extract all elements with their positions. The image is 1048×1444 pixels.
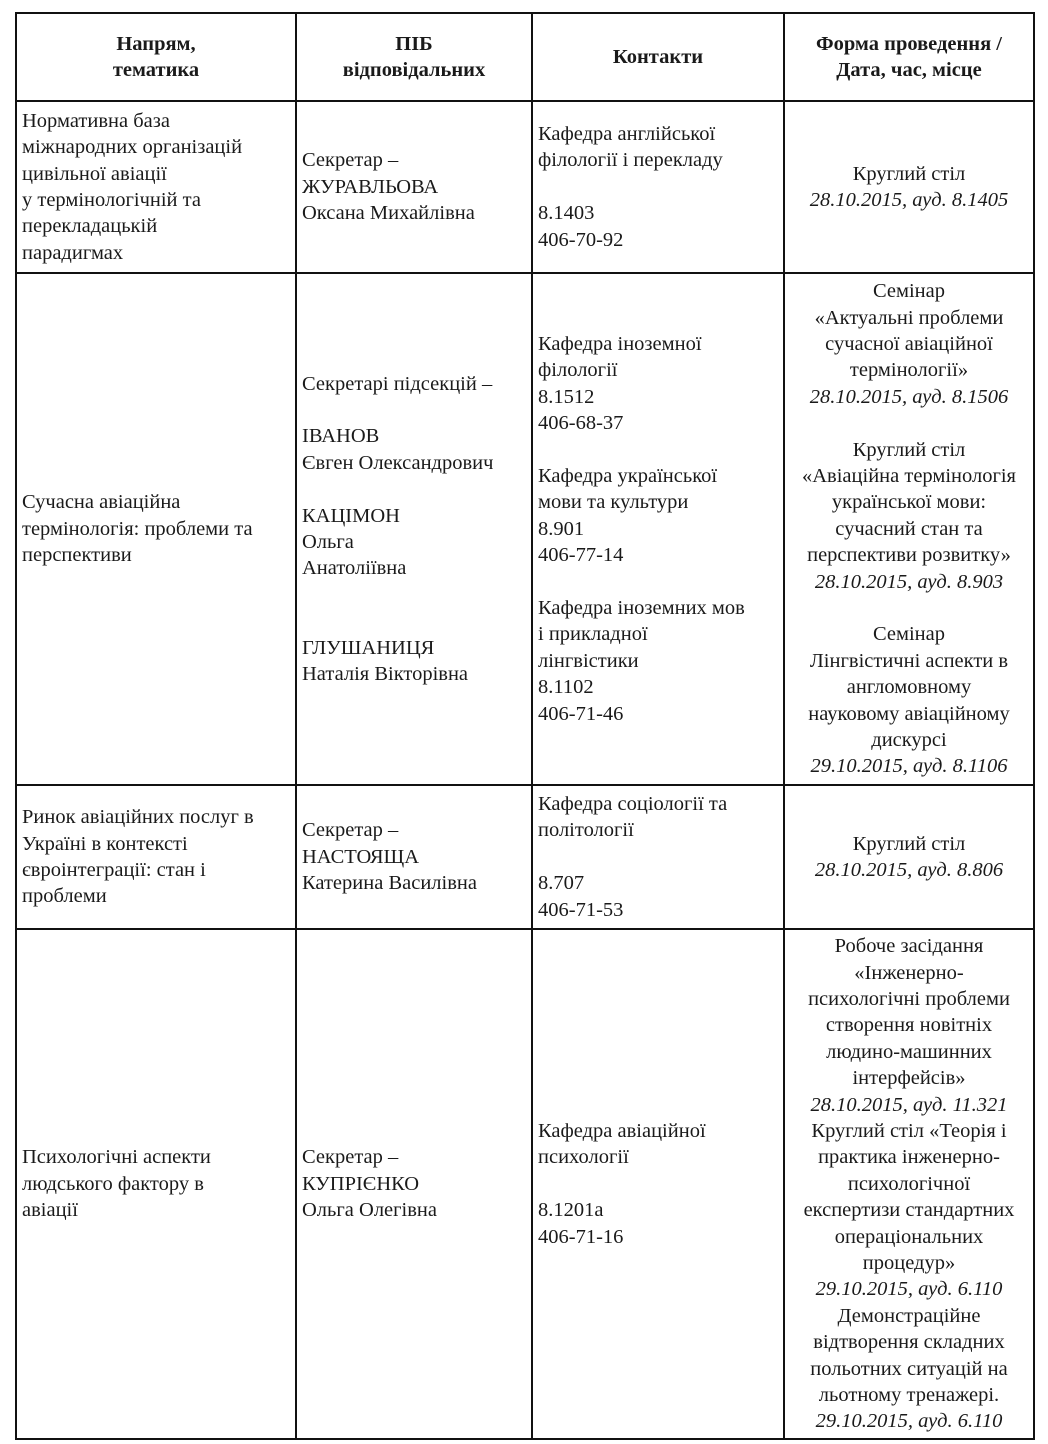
header-format-line: Форма проведення / [815, 32, 1002, 55]
header-format-line: Дата, час, місце [836, 59, 982, 81]
header-direction-line: тематика [112, 59, 200, 81]
events-cell [784, 929, 1034, 1439]
contacts-text: Кафедра авіаційної психології 8.1201а 406-71-16 [538, 1119, 706, 1248]
event-spacer [790, 595, 1028, 621]
topic-text: Нормативна база міжнародних організацій цивільної авіації у термінологічній та перекладацькій парадигмах [22, 109, 243, 264]
responsible-cell [296, 929, 532, 1439]
contacts-cell [532, 929, 784, 1439]
event-type: Робоче засідання «Інженерно- психологічні проблеми створення новітніх людино-машинних інтерфейсів» [808, 935, 1010, 1090]
event-date: 28.10.2015, ауд. 8.1405 [809, 189, 1009, 211]
events-cell [784, 101, 1034, 273]
event-type: Семінар «Актуальні проблеми сучасної авіаційної термінології» [814, 280, 1004, 382]
contacts-text: Кафедра іноземної філології 8.1512 406-68-37 Кафедра української мови та культури 8.901 406-77-14 Кафедра іноземних мов і прикладної лінгвістики 8.1102 406-71-46 [538, 332, 745, 725]
schedule-table [15, 12, 1035, 1440]
header-contacts-line: Контакти [612, 45, 704, 68]
event-date: 28.10.2015, ауд. 8.1506 [809, 385, 1009, 408]
header-responsible-line: відповідальних [342, 59, 486, 81]
contacts-text: Кафедра соціології та політології 8.707 406-71-53 [538, 792, 728, 921]
header-format [784, 13, 1034, 101]
event-date: 29.10.2015, ауд. 8.1106 [810, 755, 1008, 778]
event-type: Круглий стіл [852, 832, 966, 855]
table-row [16, 785, 1034, 929]
topic-text: Психологічні аспекти людського фактору в авіації [22, 1146, 211, 1222]
table-row [16, 929, 1034, 1439]
event-date: 28.10.2015, ауд. 11.321 [810, 1093, 1008, 1116]
contacts-cell [532, 101, 784, 273]
topic-text: Сучасна авіаційна термінологія: проблеми та перспективи [22, 491, 253, 567]
topic-cell [16, 929, 296, 1439]
events-cell [784, 273, 1034, 785]
contacts-cell [532, 785, 784, 929]
responsible-text: Секретар – КУПРІЄНКО Ольга Олегівна [302, 1146, 438, 1222]
table-row [16, 273, 1034, 785]
event-date: 29.10.2015, ауд. 6.110 [815, 1278, 1003, 1301]
topic-cell [16, 273, 296, 785]
event-type: Круглий стіл [852, 162, 966, 185]
responsible-cell [296, 101, 532, 273]
event-date: 29.10.2015, ауд. 6.110 [815, 1410, 1003, 1433]
header-responsible-line: ПІБ [395, 32, 433, 55]
header-row [16, 13, 1034, 101]
responsible-cell [296, 273, 532, 785]
topic-text: Ринок авіаційних послуг в Україні в контексті євроінтеграції: стан і проблеми [22, 806, 254, 908]
responsible-text: Секретар – ЖУРАВЛЬОВА Оксана Михайлівна [302, 149, 475, 225]
responsible-text: Секретарі підсекцій – ІВАНОВ Євген Олександрович КАЦІМОН Ольга Анатоліївна ГЛУШАНИЦЯ Наталія Вікторівна [302, 372, 494, 686]
topic-cell [16, 785, 296, 929]
header-direction [16, 13, 296, 101]
header-contacts [532, 13, 784, 101]
event-type: Демонстраційне відтворення складних польотних ситуацій на льотному тренажері. [810, 1304, 1008, 1407]
table-row [16, 101, 1034, 273]
event-type: Семінар Лінгвістичні аспекти в англомовному науковому авіаційному дискурсі [808, 623, 1010, 752]
event-spacer [790, 410, 1028, 436]
contacts-cell [532, 273, 784, 785]
event-type: Круглий стіл «Теорія і практика інженерно- психологічної експертизи стандартних операціональних процедур» [803, 1119, 1015, 1275]
contacts-text: Кафедра англійської філології і перекладу 8.1403 406-70-92 [538, 122, 723, 251]
event-type: Круглий стіл «Авіаційна термінологія української мови: сучасний стан та перспективи розвитку» [802, 438, 1016, 567]
topic-cell [16, 101, 296, 273]
responsible-cell [296, 785, 532, 929]
responsible-text: Секретар – НАСТОЯЩА Катерина Василівна [302, 819, 477, 895]
header-direction-line: Напрям, [116, 32, 196, 55]
events-cell [784, 785, 1034, 929]
event-date: 28.10.2015, ауд. 8.903 [814, 570, 1004, 593]
header-responsible [296, 13, 532, 101]
event-date: 28.10.2015, ауд. 8.806 [814, 859, 1004, 881]
